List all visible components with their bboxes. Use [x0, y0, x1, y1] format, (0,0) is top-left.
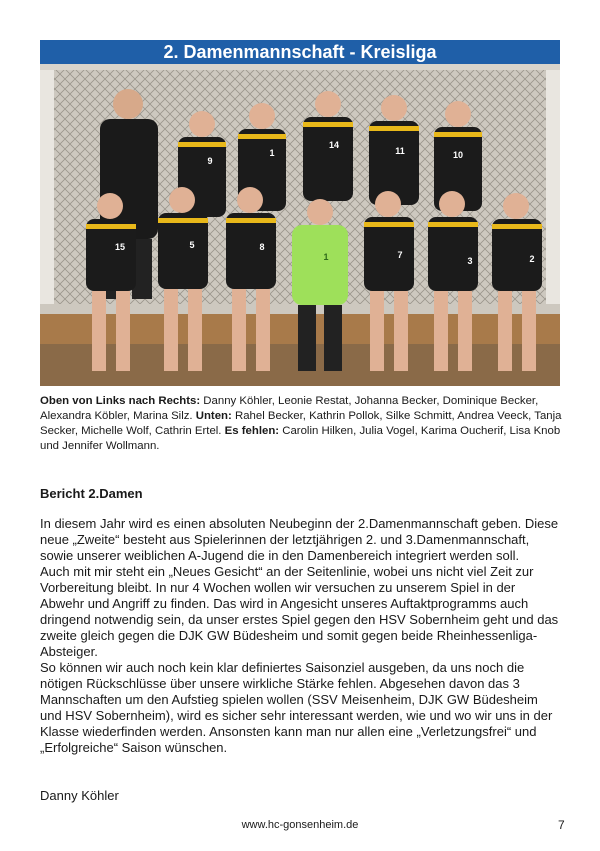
caption-top-names: Danny Köhler, Leonie Restat, Johanna Becker, Dominique Becker, Alexandra Köbler, Marina Silz. [40, 395, 539, 422]
report-paragraph: In diesem Jahr wird es einen absoluten Neubeginn der 2.Damenmannschaft geben. Diese neue „Zweite“ besteht aus Spielerinnen der letztjährigen 2. und 3.Damenmannschaft, sowie unserer weiblichen A-Jugend die in den Damenbereich integriert werden soll. [40, 516, 559, 563]
back-row-number: 11 [395, 146, 405, 156]
back-row-number: 14 [328, 140, 340, 150]
back-row-number: 1 [269, 148, 275, 158]
report-title: Bericht 2.Damen [40, 486, 143, 501]
front-row-number: 8 [259, 242, 265, 252]
section-title: 2. Damenmannschaft - Kreisliga [163, 42, 437, 62]
section-title-bar [40, 40, 560, 64]
team-photo [40, 64, 560, 386]
goal-crossbar [40, 64, 560, 70]
back-row-number: 9 [207, 156, 213, 166]
team-photo-drawing [40, 64, 560, 386]
back-row-number: 10 [452, 150, 464, 160]
report-body [40, 516, 562, 756]
caption-missing-names: Carolin Hilken, Julia Vogel, Karima Oucherif, Lisa Knob und Jennifer Wollmann. [40, 425, 561, 452]
front-row-number: 2 [529, 254, 535, 264]
front-row-number: 5 [189, 240, 195, 250]
front-row-number: 3 [467, 256, 473, 266]
front-row-number: 7 [397, 250, 403, 260]
front-row-number: 1 [323, 252, 329, 262]
caption-missing-label: Es fehlen: [224, 425, 280, 437]
goal-post-left [40, 64, 54, 304]
report-paragraph: Auch mit mir steht ein „Neues Gesicht“ an der Seitenlinie, wobei uns nicht viel Zeit zur Vorbereitung bleibt. In nur 4 Wochen wollen wir versuchen zu unserem Spiel in der Abwehr und Angriff zu finden. Das wird in Angesicht unseres Auftaktprogramms auch dringend notwendig sein, da unser erstes Spiel gegen den HSV Sobernheim geht und das zweite gleich gegen die DJK GW Büdesheim und somit gegen beide Rheinhessenliga-Absteiger. [40, 564, 559, 659]
footer-url: www.hc-gonsenheim.de [241, 819, 359, 831]
caption-bottom-names: Rahel Becker, Kathrin Pollok, Silke Schmitt, Andrea Veeck, Tanja Secker, Michelle Wolf, Cathrin Ertel. [40, 410, 562, 437]
report-author: Danny Köhler [40, 788, 119, 803]
page-number: 7 [558, 818, 565, 832]
front-row-number: 15 [114, 242, 126, 252]
report-paragraph: So können wir auch noch kein klar definiertes Saisonziel ausgeben, da uns noch die nötigen Rückschlüsse über unsere wirkliche Stärke fehlen. Abgesehen davon das 3 Mannschaften um den Aufstieg spielen wollen (SSV Meisenheim, DJK GW Büdesheim und HSV Sobernheim), wird es sicher sehr interessant werden, wie und wo wir uns in der Klasse wiederfinden werden. Ansonsten kann man nur allen eine „Verletzungsfrei“ und „Erfolgreiche“ Saison wünschen. [40, 660, 553, 755]
photo-caption [40, 394, 562, 454]
caption-bottom-label: Unten: [195, 410, 232, 422]
caption-top-label: Oben von Links nach Rechts: [40, 395, 201, 407]
goal-post-right [546, 64, 560, 304]
